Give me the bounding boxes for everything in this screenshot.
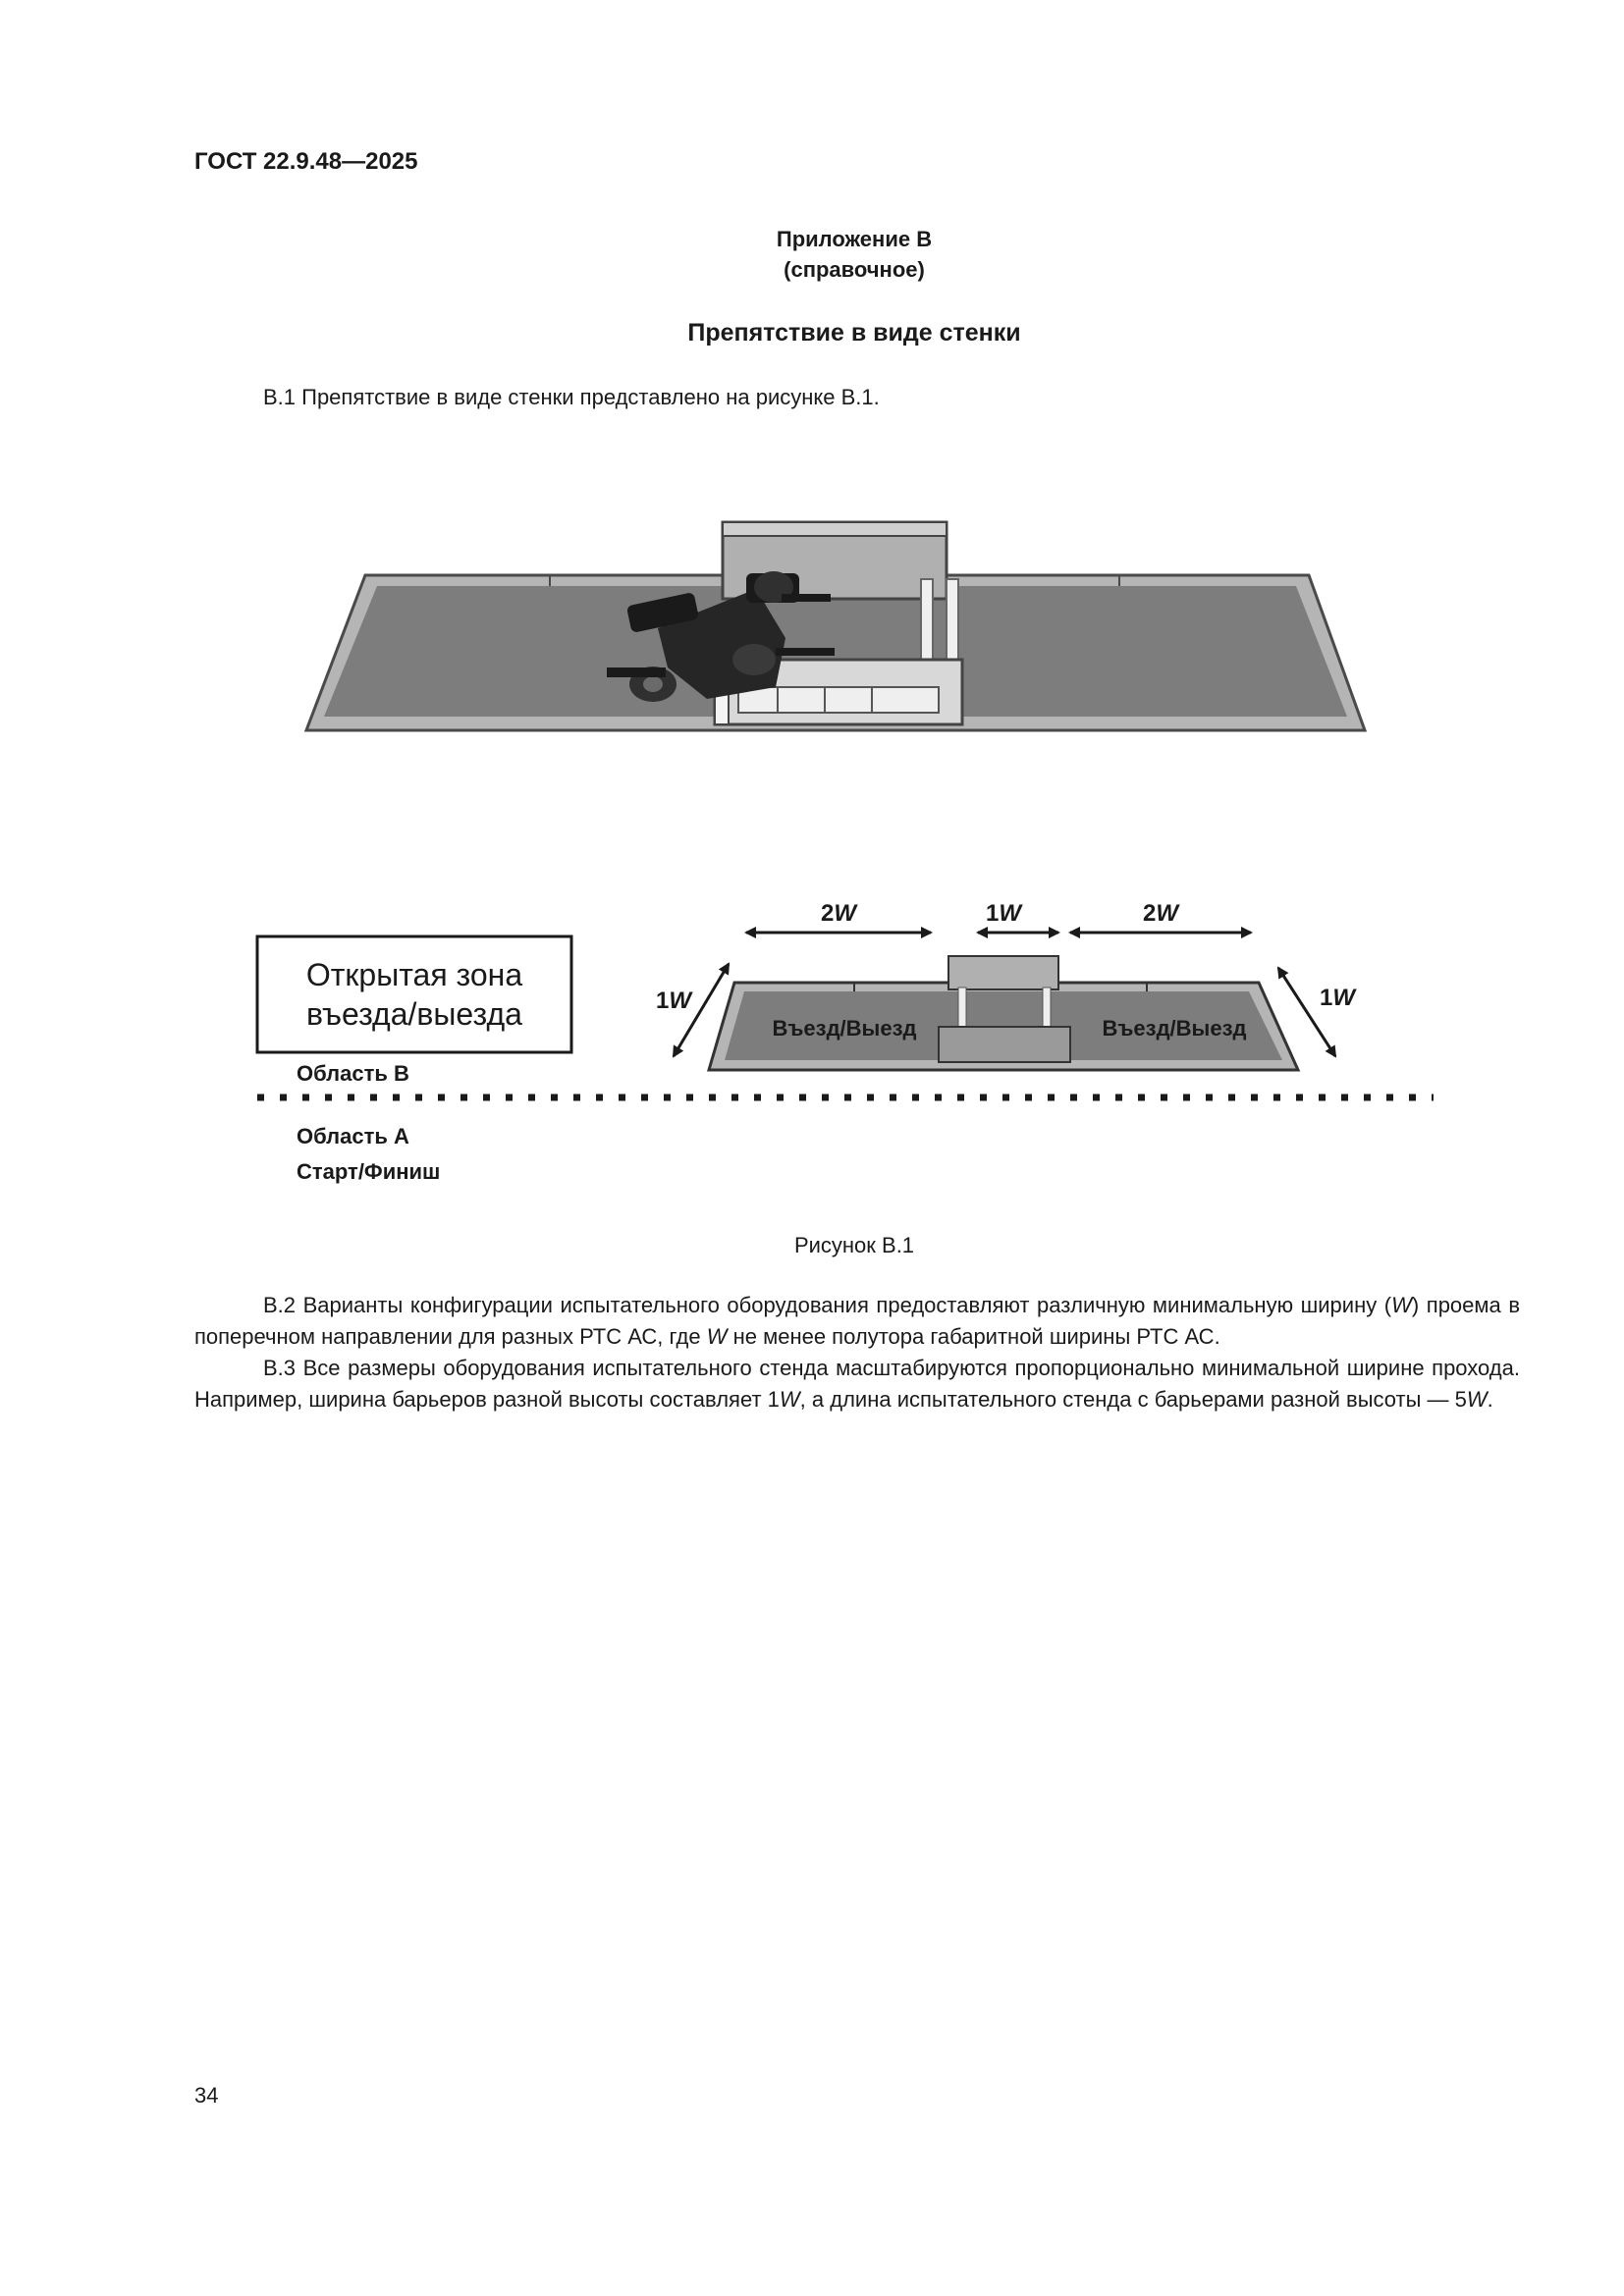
annex-title: Приложение В [776, 227, 933, 251]
page-number: 34 [194, 2083, 219, 2108]
section-title: Препятствие в виде стенки [687, 319, 1021, 347]
open-zone-line2: въезда/выезда [306, 996, 522, 1032]
test-stand-render [306, 522, 1365, 730]
dim-label-1w-mid: 1W [985, 900, 1022, 927]
paragraph-b3: В.3 Все размеры оборудования испытательного стенда масштабируются пропорционально минимальной ширине прохода. Например, ширина барьеров разной высоты составляет 1W, а длина испытательного стенда с барьерами разной высоты — 5W. [194, 1356, 1520, 1412]
paragraph-b1: В.1 Препятствие в виде стенки представлено на рисунке В.1. [263, 385, 880, 409]
entry-exit-left: Въезд/Выезд [772, 1016, 917, 1041]
dim-label-1w-side-left: 1W [655, 988, 692, 1014]
dim-label-2w-left: 2W [820, 900, 857, 927]
start-finish-label: Старт/Финиш [297, 1159, 441, 1184]
schematic-front-barrier [939, 1027, 1070, 1062]
dim-label-1w-side-right: 1W [1319, 985, 1356, 1011]
area-a-label: Область А [297, 1124, 409, 1148]
dim-label-2w-right: 2W [1142, 900, 1179, 927]
annex-status: (справочное) [784, 257, 925, 282]
document-code: ГОСТ 22.9.48—2025 [194, 148, 418, 175]
open-zone-box [257, 936, 571, 1052]
entry-exit-right: Въезд/Выезд [1102, 1016, 1247, 1041]
schematic-diagram [257, 900, 1434, 1184]
paragraph-b2: В.2 Варианты конфигурации испытательного оборудования предоставляют различную минимальную ширину (W) проема в поперечном направлении для разных РТС АС, где W не менее полутора габаритной ширины РТС АС. [194, 1293, 1521, 1349]
figure-caption: Рисунок В.1 [793, 1233, 915, 1257]
schematic-back-wall [948, 956, 1058, 989]
area-b-label: Область В [297, 1061, 409, 1086]
open-zone-line1: Открытая зона [305, 957, 523, 992]
